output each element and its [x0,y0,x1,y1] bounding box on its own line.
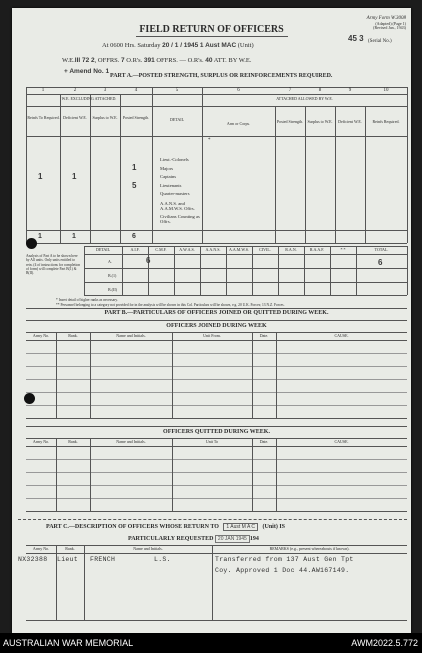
rule [252,246,253,295]
part-a-title: PART A.—POSTED STRENGTH, SURPLUS OR REINFORCEMENTS REQUIRED. [110,73,333,79]
arm-or-corps-header: Arm or Corps. [226,121,251,126]
rule [122,246,123,295]
rule [212,545,213,620]
analysis-col-aif: A.I.F. [130,247,140,252]
analysis-note: Analysis of Part A to be shown here by All units. Only units entitled to rein. (4 of instructions for completion of form) will complete Part B(1) & B(II). [26,254,81,276]
punch-hole [24,393,35,404]
joined-col-date: Date. [259,333,269,338]
surplus-2-header: Surplus to W.E. [307,119,333,124]
footer-institution: AUSTRALIAN WAR MEMORIAL [3,638,134,648]
part-c-col-army-no: Army No. [32,546,50,551]
analysis-col-aamws: A.A.M.W.S. [229,247,249,252]
unit-label: (Unit) [237,42,254,49]
rule [26,230,407,231]
attached-allowed-header: ATTACHED ALLOWED BY W.E. [276,96,333,101]
joined-col-unit-from: Unit From. [203,333,221,338]
rank-captains: Captains [160,174,177,180]
footer-accession-number: AWM2022.5.772 [351,638,418,648]
quitted-col-cause: CAUSE. [334,439,349,444]
amendment-note: + Amend No. 1 [64,68,110,75]
analysis-col-other: * * [340,247,346,252]
total-deficient-value: 1 [72,233,76,240]
rule [148,246,149,295]
quitted-col-name: Name and Initials. [116,439,146,444]
att-label: OFFRS. — O.R's. [156,57,204,64]
offrs-value: 7 [121,57,125,64]
rule [18,519,407,520]
analysis-col-cmf: C.M.F. [155,247,167,252]
rule [26,485,407,486]
rule [56,438,57,511]
rule [56,332,57,418]
analysis-col-awas: A.W.A.S. [179,247,195,252]
rule [278,246,279,295]
rule [26,472,407,473]
part-c-title [46,524,285,530]
ors-label: O.R's. [126,57,143,64]
rule [407,246,408,295]
unit-name: 1 Aust MAC [199,42,237,49]
rule [26,320,407,321]
deficient-header: Deficient W.E. [63,115,87,120]
footnote-higher-ranks: * Insert detail of higher ranks as necessary. [56,298,118,302]
part-b-title: PART B.—PARTICULARS OF OFFICERS JOINED OR QUITTED DURING WEEK. [104,310,329,316]
unit-stamp: 1 Aust M A C [223,523,258,531]
title-underline [136,36,288,37]
rule [335,106,336,243]
rule [226,246,227,295]
analysis-col-raaf: R.A.A.F. [309,247,325,252]
rule [84,545,85,620]
rule [26,405,407,406]
serial-number: 45 3 [348,34,364,43]
part-c-col-remarks: REMARKS (e.g., present whereabouts if known). [269,546,350,551]
we-value: III 72 2 [74,57,95,64]
ors-value: 391 [143,57,155,64]
form-title: FIELD RETURN OF OFFICERS [139,24,284,35]
rule [305,106,306,243]
att-by-we-label: ATT. BY W.E. [213,57,252,64]
quitted-col-army-no: Army No. [32,439,50,444]
col-number-3: 3 [103,88,107,93]
rule [174,246,175,295]
return-line-1 [102,42,254,49]
form-sheet [12,8,411,633]
rule [26,426,407,427]
officer-initials: L.S. [154,556,171,563]
analysis-col-ran: R.A.N. [285,247,297,252]
rule [172,332,173,418]
rule [407,87,408,243]
rule [84,246,85,295]
analysis-row-a: A. [108,259,112,264]
rank-list [160,156,204,224]
surplus-header: Surplus to W.E. [92,115,118,120]
rule [26,308,407,309]
posted-captains-value: 1 [132,163,137,172]
posted-strength-header: Posted Strength. [122,115,150,120]
rule [200,246,201,295]
rank-lieut-colonels: Lieut.-Colonels [160,157,189,162]
quitted-col-date: Date. [259,439,269,444]
officer-name: FRENCH [90,556,116,563]
col-number-1: 1 [41,88,45,93]
analysis-row-b2: B.(II) [108,287,117,292]
rule [275,106,276,243]
analysis-col-total: TOTAL. [374,247,389,252]
rule [252,438,253,511]
quitted-col-rank: Rank. [68,439,78,444]
rule [26,136,407,137]
officer-remarks-line-1: Transferred from 137 Aust Gen Tpt [215,556,354,563]
rank-civilians: Civilians Counting as Offrs. [160,213,200,224]
part-c-col-name: Name and Initials. [133,546,163,551]
col-number-10: 10 [383,88,389,93]
att-value: 40 [205,57,213,64]
total-posted-value: 6 [132,233,136,240]
rule [26,511,407,512]
rank-quarter-masters: Quarter-masters [160,191,190,197]
rule [84,268,407,269]
joined-col-army-no: Army No. [32,333,50,338]
rule [26,379,407,380]
at-hours-label: At 0600 Hrs. Saturday [102,42,161,49]
rule [26,340,407,341]
officer-remarks-line-2: Coy. Approved 1 Doc 44.AW167149. [215,567,350,574]
posted-lieutenants-value: 5 [132,181,137,190]
date-stamp: 20 JAN 1945 [215,535,250,543]
quitted-col-unit-to: Unit To [205,439,219,444]
rule [26,243,407,244]
part-c-col-rank: Rank. [65,546,75,551]
col-number-9: 9 [348,88,352,93]
total-reinfs-value: 1 [38,233,42,240]
return-date: 20 / 1 / 194 [162,42,195,49]
rule [26,106,407,107]
col-number-6: 6 [237,88,240,93]
rank-majors: Majors [160,165,174,171]
officer-rank: Lieut [57,556,79,563]
asterisk-mark: * [208,138,211,143]
reinfs-required-2-header: Reinfs Required. [372,119,400,124]
rank-aans-aamws: A.A.N.S. and A.A.M.W.S. Offrs. [160,200,195,211]
joined-col-name: Name and Initials. [116,333,146,338]
posted-strength-2-header: Posted Strength. [276,119,304,124]
rule [26,446,407,447]
analysis-detail-header: DETAIL [95,247,111,252]
rule [26,620,407,621]
year-suffix: 194 [249,536,259,542]
punch-hole [26,238,37,249]
rule [330,246,331,295]
army-form-number: Army Form W.3008 [366,16,406,21]
return-year-digit: 5 [194,42,199,49]
footnote-other-personnel: ** Personnel belonging to a category not provided for in the analysis will be shown in this Col. Particulars will be shown, e.g. 20 U.K. Forces; 13 N.Z. Forces. [56,303,285,307]
deficient-value: 1 [72,172,77,181]
quitted-title: OFFICERS QUITTED DURING WEEK. [163,429,270,435]
rule [26,87,27,243]
rule [26,94,407,95]
col-number-4: 4 [134,88,138,93]
part-c-unit-label: (Unit) IS [262,524,286,530]
part-c-title-text: PART C.—DESCRIPTION OF OFFICERS WHOSE RETURN TO [46,524,219,530]
rule [26,366,407,367]
rule [90,332,91,418]
rank-lieutenants: Lieutenants [160,182,182,188]
reinfs-required-header: Reinfs To Required. [27,115,60,120]
rule [26,498,407,499]
rule [276,438,277,511]
col-number-5: 5 [175,88,179,93]
col-number-8: 8 [318,88,322,93]
rule [26,418,407,419]
reinfs-required-value: 1 [38,172,43,181]
serial-no-label: (Serial No.) [368,39,392,44]
officer-army-no: NX32388 [18,556,48,563]
part-c-title-line-2 [128,536,259,542]
rule [276,332,277,418]
rule [84,254,407,255]
rule [365,106,366,243]
deficient-2-header: Deficient W.E. [338,119,362,124]
offrs-label: OFFRS. [97,57,120,64]
footer-bar [0,633,422,653]
we-excluding-attached-header: W.E. EXCLUDING ATTACHED. [61,96,117,101]
rule [172,438,173,511]
particularly-requested-label: PARTICULARLY REQUESTED [128,536,214,542]
rule [84,282,407,283]
joined-col-rank: Rank. [68,333,78,338]
joined-title: OFFICERS JOINED DURING WEEK [166,323,267,329]
return-line-2: W.E.III 72 2, OFFRS. 7 O.R's. 391 OFFRS. — O.R's. 40 ATT. BY W.E. [62,57,252,64]
joined-col-cause: CAUSE. [334,333,349,338]
analysis-row-b1: B.(1) [108,273,117,278]
analysis-total-a-value: 6 [378,258,383,267]
analysis-col-aans: A.A.N.S. [205,247,221,252]
rule [152,87,153,243]
rule [26,353,407,354]
rule [252,332,253,418]
army-form-adapted: (Adapted) (Page 1) [375,20,406,26]
detail-header: DETAIL [169,117,185,122]
col-number-2: 2 [73,88,77,93]
analysis-col-civil: CIVIL. [259,247,271,252]
rule [26,459,407,460]
rule [90,438,91,511]
analysis-aif-a-value: 6 [146,256,151,265]
rule [26,392,407,393]
rule [304,246,305,295]
we-label: W.E. [62,57,75,64]
rule [356,246,357,295]
rule [84,295,407,296]
col-number-7: 7 [288,88,292,93]
army-form-revised: (Revised Jan., 1943) [373,25,406,31]
